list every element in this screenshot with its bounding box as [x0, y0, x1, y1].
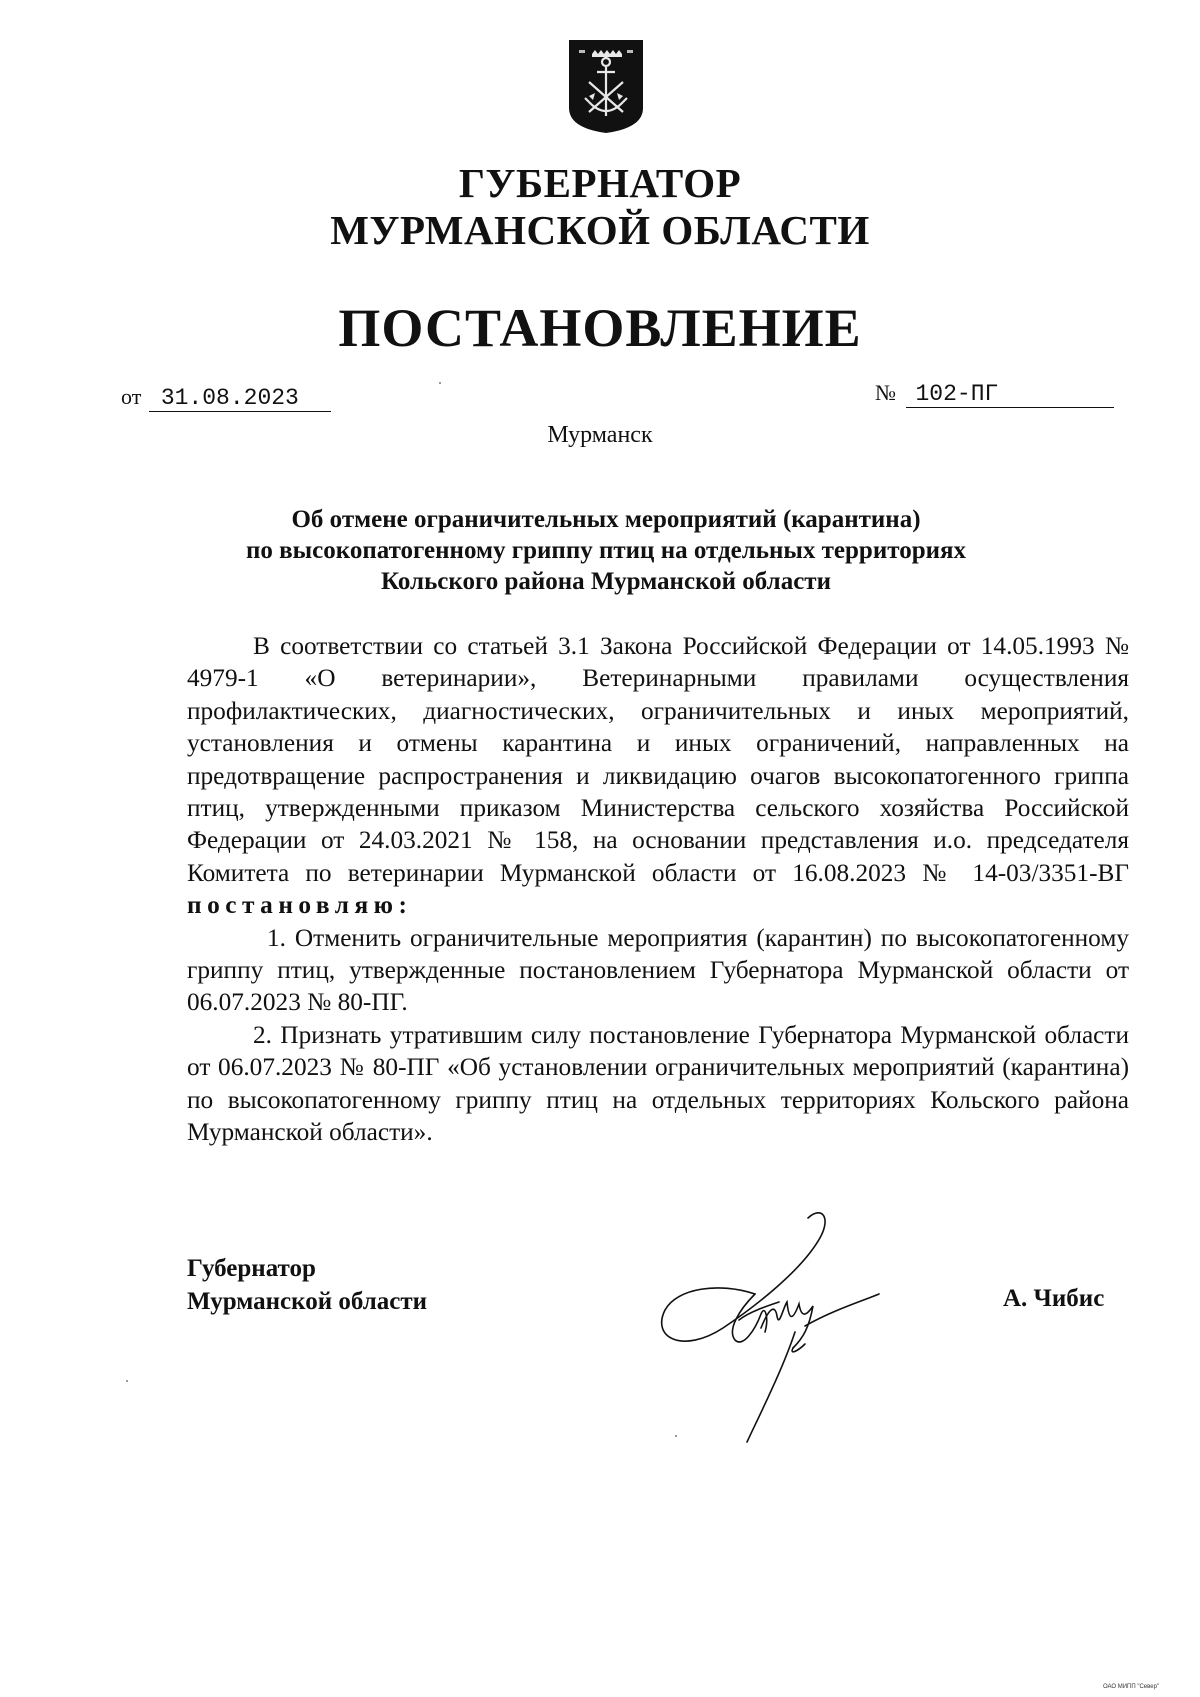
city-name: Мурманск [547, 422, 653, 448]
position-line1: Губернатор [187, 1255, 316, 1282]
handwritten-signature [643, 1198, 913, 1458]
decree-item-2: 2. Признать утратившим силу постановление Губернатора Мурманской области от 06.07.2023 № 80-ПГ «Об установлении ограничительных мероприятий (карантина) по высокопатогенному гриппу птиц на отдельных территориях Кольского района Мурманской области». [187, 1020, 1129, 1147]
document-date [121, 384, 331, 412]
preamble-paragraph [187, 630, 1129, 922]
signatory-position [187, 1252, 427, 1318]
preamble-text: В соответствии со статьей 3.1 Закона Российской Федерации от 14.05.1993 № 4979-1 «О ветеринарии», Ветеринарными правилами осуществления профилактических, диагностических, ограничительных и иных мероприятий, установления и отмены карантина и иных ограничений, направленных на предотвращение распространения и ликвидацию очагов высокопатогенного гриппа птиц, утвержденными приказом Министерства сельского хозяйства Российской Федерации от 24.03.2021 № 158, на основании представления и.о. председателя Комитета по ветеринарии Мурманской области от 16.08.2023 № 14-03/3351-ВГ [187, 632, 1129, 887]
decree-item-1: 1. Отменить ограничительные мероприятия (карантин) по высокопатогенному гриппу птиц, утвержденные постановлением Губернатора Мурманской области от 06.07.2023 № 80-ПГ. [187, 923, 1129, 1017]
title-line2: по высокопатогенному гриппу птиц на отдельных территориях [245, 537, 967, 564]
document-body [187, 630, 1129, 1149]
number-label: № [875, 380, 896, 405]
title-line1: Об отмене ограничительных мероприятий (карантина) [291, 506, 921, 533]
scan-speck [126, 1380, 128, 1382]
signatory-name: А. Чибис [1003, 1285, 1105, 1312]
decree-word: постановляю: [187, 891, 413, 920]
document-title [186, 504, 1026, 597]
scan-speck [439, 382, 441, 384]
date-label: от [121, 384, 142, 409]
title-line3: Кольского района Мурманской области [381, 568, 831, 595]
coat-of-arms-emblem [567, 38, 645, 134]
date-value: 31.08.2023 [149, 386, 331, 412]
document-number [875, 380, 1114, 408]
number-value: 102-ПГ [906, 382, 1114, 408]
issuer-title-line2: МУРМАНСКОЙ ОБЛАСТИ [330, 207, 870, 253]
scan-speck [675, 1435, 677, 1437]
position-line2: Мурманской области [187, 1288, 428, 1315]
issuer-title-line1: ГУБЕРНАТОР [458, 160, 742, 206]
printer-mark: ОАО МИПП "Север" [1103, 1684, 1160, 1690]
document-type-heading: ПОСТАНОВЛЕНИЕ [338, 298, 862, 358]
